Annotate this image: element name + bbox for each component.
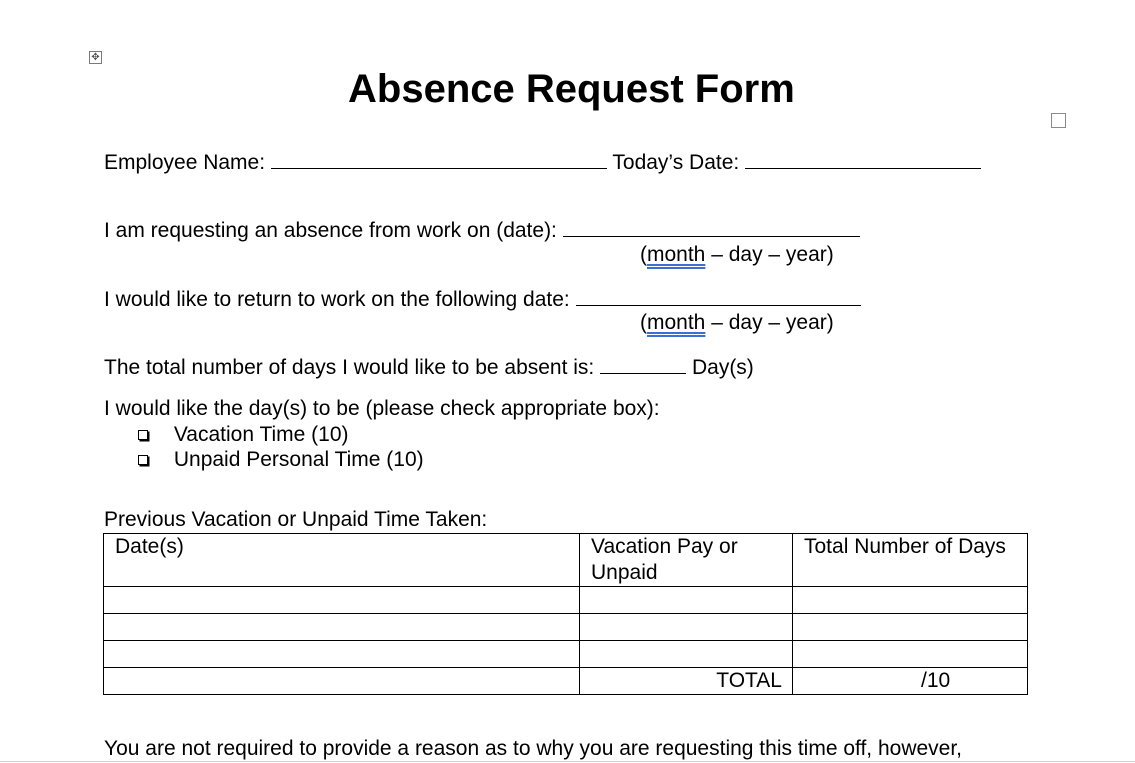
table-row <box>104 614 1028 641</box>
employee-name-label: Employee Name: <box>104 151 266 174</box>
table-cell[interactable] <box>104 587 580 614</box>
month-word: month <box>647 311 706 334</box>
option-label: Vacation Time (10) <box>173 423 349 446</box>
table-cell[interactable] <box>793 641 1028 668</box>
page-divider <box>0 761 1135 762</box>
return-date-hint: (month – day – year) <box>640 311 834 334</box>
footer-paragraph: You are not required to provide a reason as to why you are requesting this time off, however, <box>104 737 963 760</box>
absence-start-field[interactable] <box>563 216 860 237</box>
total-days-row <box>104 353 754 381</box>
employee-name-row <box>104 148 981 176</box>
return-date-field[interactable] <box>576 285 861 306</box>
total-days-suffix: Day(s) <box>691 356 754 379</box>
checkbox-icon[interactable] <box>138 455 148 465</box>
resize-handle-icon[interactable] <box>1051 113 1066 128</box>
option-vacation-time[interactable] <box>138 422 349 448</box>
table-cell[interactable] <box>580 587 793 614</box>
header-dates: Date(s) <box>104 534 580 587</box>
table-move-handle-icon[interactable]: ✥ <box>89 51 102 64</box>
table-row <box>104 641 1028 668</box>
table-cell[interactable] <box>580 614 793 641</box>
table-row <box>104 587 1028 614</box>
day-type-prompt: I would like the day(s) to be (please check appropriate box): <box>104 397 660 420</box>
option-label: Unpaid Personal Time (10) <box>173 448 424 471</box>
table-cell[interactable] <box>580 641 793 668</box>
table-cell[interactable] <box>793 614 1028 641</box>
table-header-row <box>104 534 1028 587</box>
header-total-days: Total Number of Days <box>793 534 1028 587</box>
total-days-field[interactable] <box>600 353 686 374</box>
history-label: Previous Vacation or Unpaid Time Taken: <box>104 508 488 531</box>
todays-date-label: Today’s Date: <box>612 151 740 174</box>
absence-start-date-hint: (month – day – year) <box>640 243 834 266</box>
checkbox-icon[interactable] <box>138 430 148 440</box>
header-pay-type: Vacation Pay or Unpaid <box>580 534 793 587</box>
month-word: month <box>647 243 706 266</box>
total-value[interactable]: /10 <box>793 668 1028 695</box>
return-date-row <box>104 285 861 313</box>
return-date-label: I would like to return to work on the following date: <box>104 288 570 311</box>
page-title: Absence Request Form <box>348 67 795 111</box>
history-table <box>103 533 1028 695</box>
absence-start-label: I am requesting an absence from work on (date): <box>104 219 557 242</box>
employee-name-field[interactable] <box>271 148 607 169</box>
total-label: TOTAL <box>580 668 793 695</box>
todays-date-field[interactable] <box>745 148 981 169</box>
table-cell[interactable] <box>104 614 580 641</box>
table-cell[interactable] <box>793 587 1028 614</box>
table-cell[interactable] <box>104 668 580 695</box>
absence-start-row <box>104 216 860 244</box>
total-days-label: The total number of days I would like to be absent is: <box>104 356 595 379</box>
option-unpaid-personal-time[interactable] <box>138 447 424 473</box>
table-total-row <box>104 668 1028 695</box>
table-cell[interactable] <box>104 641 580 668</box>
